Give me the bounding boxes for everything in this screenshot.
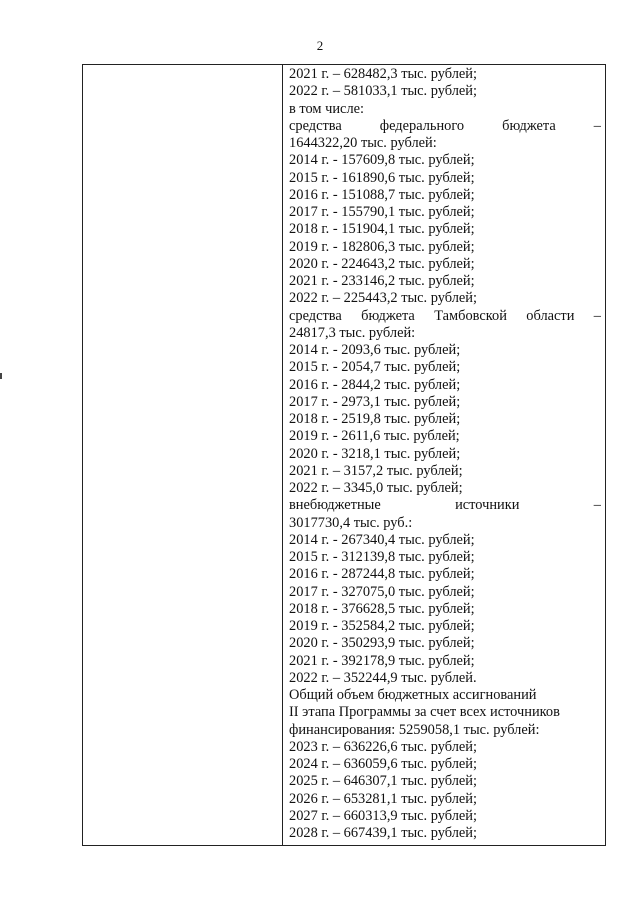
text-line: 2015 г. - 2054,7 тыс. рублей; <box>289 359 461 376</box>
text-line: 2021 г. – 628482,3 тыс. рублей; <box>289 66 477 82</box>
text-line: 2021 г. - 233146,2 тыс. рублей; <box>289 273 475 289</box>
text-line: 2019 г. - 2611,6 тыс. рублей; <box>289 428 460 445</box>
margin-mark <box>0 373 2 379</box>
text-line: 2028 г. – 667439,1 тыс. рублей; <box>289 825 477 841</box>
text-line: 2018 г. - 151904,1 тыс. рублей; <box>289 221 475 238</box>
text-line: 2022 г. – 3345,0 тыс. рублей; <box>289 480 463 496</box>
text-line: 2022 г. – 352244,9 тыс. рублей. <box>289 669 477 686</box>
text-line: 2017 г. - 327075,0 тыс. рублей; <box>289 583 475 600</box>
page-number: 2 <box>316 38 324 53</box>
text-line: 3017730,4 тыс. руб.: <box>289 514 413 531</box>
text-line: 2020 г. - 3218,1 тыс. рублей; <box>289 445 461 462</box>
text-line: 24817,3 тыс. рублей: <box>289 324 416 341</box>
text-line: Общий объем бюджетных ассигнований <box>289 687 537 703</box>
text-line: в том числе: <box>289 100 365 117</box>
table-right-column <box>283 65 605 845</box>
text-line: 2019 г. - 352584,2 тыс. рублей; <box>289 618 475 634</box>
text-line: 2014 г. - 267340,4 тыс. рублей; <box>289 531 475 548</box>
table-left-column <box>83 65 283 845</box>
text-line: 2025 г. – 646307,1 тыс. рублей; <box>289 773 477 790</box>
text-line: 1644322,20 тыс. рублей: <box>289 135 437 151</box>
text-line: 2019 г. - 182806,3 тыс. рублей; <box>289 238 475 255</box>
text-line: 2022 г. – 225443,2 тыс. рублей; <box>289 290 477 307</box>
text-line: 2020 г. - 224643,2 тыс. рублей; <box>289 255 475 272</box>
text-line: 2026 г. – 653281,1 тыс. рублей; <box>289 790 477 807</box>
text-line: 2021 г. - 392178,9 тыс. рублей; <box>289 652 475 669</box>
text-line: 2015 г. - 312139,8 тыс. рублей; <box>289 549 475 565</box>
text-line: 2020 г. - 350293,9 тыс. рублей; <box>289 635 475 652</box>
text-line: 2016 г. - 2844,2 тыс. рублей; <box>289 376 461 393</box>
text-line: 2018 г. - 2519,8 тыс. рублей; <box>289 411 461 427</box>
text-line: средства федерального бюджета – <box>289 117 601 134</box>
text-line: 2017 г. - 155790,1 тыс. рублей; <box>289 204 475 220</box>
text-line: 2014 г. - 157609,8 тыс. рублей; <box>289 152 475 169</box>
text-line: 2018 г. - 376628,5 тыс. рублей; <box>289 600 475 617</box>
text-line: 2017 г. - 2973,1 тыс. рублей; <box>289 393 461 410</box>
text-line: 2014 г. - 2093,6 тыс. рублей; <box>289 342 461 358</box>
text-line: 2015 г. - 161890,6 тыс. рублей; <box>289 169 475 186</box>
text-line: 2023 г. – 636226,6 тыс. рублей; <box>289 738 477 755</box>
text-line: внебюджетные источники – <box>289 497 601 514</box>
text-line: 2016 г. - 151088,7 тыс. рублей; <box>289 186 475 203</box>
text-line: финансирования: 5259058,1 тыс. рублей: <box>289 721 540 738</box>
text-line: 2021 г. – 3157,2 тыс. рублей; <box>289 462 463 479</box>
text-line: II этапа Программы за счет всех источников <box>289 704 560 721</box>
financing-table <box>82 64 606 846</box>
text-line: средства бюджета Тамбовской области – <box>289 307 601 324</box>
text-line: 2022 г. – 581033,1 тыс. рублей; <box>289 83 477 100</box>
text-line: 2024 г. – 636059,6 тыс. рублей; <box>289 756 477 772</box>
text-line: 2027 г. – 660313,9 тыс. рублей; <box>289 807 477 824</box>
text-line: 2016 г. - 287244,8 тыс. рублей; <box>289 566 475 583</box>
